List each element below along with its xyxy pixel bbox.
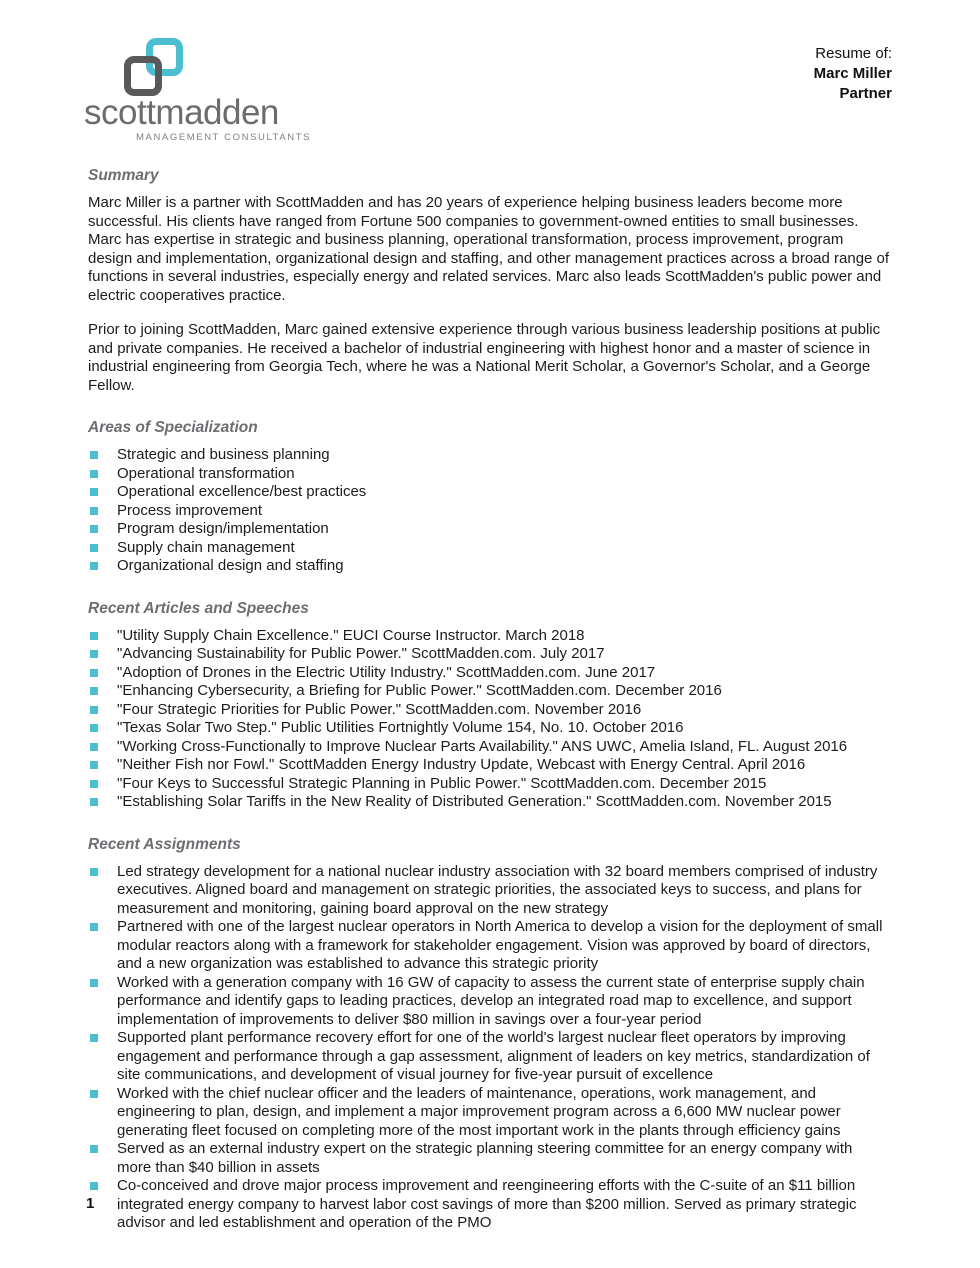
specialization-item [88,483,890,502]
specialization-heading: Areas of Specialization [88,419,258,436]
article-item [88,738,890,757]
specialization-list [88,446,890,576]
assignment-item-text: Worked with a generation company with 16 GW of capacity to assess the current state of enterprise supply chain performance and identify gaps to leading practices, develop an integrated road map to excellence, and support implementation of improvements to deliver $80 million in savings over a four-year period [117,973,865,1028]
assignment-item [88,1140,890,1177]
square-bullet-icon [90,562,98,570]
assignment-item-text: Supported plant performance recovery effort for one of the world's largest nuclear fleet operators by improving engagement and performance through a gap assessment, alignment of leaders on key metrics, standardization of site communications, and development of visual journey for five-year pursuit of excellence [117,1029,870,1083]
article-item-text: "Advancing Sustainability for Public Power." ScottMadden.com. July 2017 [117,645,605,662]
assignment-item [88,1085,890,1141]
article-item-text: "Adoption of Drones in the Electric Utility Industry." ScottMadden.com. June 2017 [117,663,656,681]
specialization-item-text: Program design/implementation [117,520,329,537]
person-title: Partner [839,85,892,102]
logo-mark-icon [124,38,186,96]
specialization-item-text: Strategic and business planning [117,446,330,463]
article-item [88,645,890,664]
logo-wordmark: scottmadden [84,93,279,132]
page-number: 1 [86,1195,95,1212]
article-item [88,793,890,812]
article-item [88,701,890,720]
square-bullet-icon [90,1182,98,1190]
summary-paragraph-2: Prior to joining ScottMadden, Marc gained extensive experience through various business leadership positions at public and private companies. He received a bachelor of industrial engineering with highest honor and a master of science in industrial engineering from Georgia Tech, where he was a National Merit Scholar, a Governor's Scholar, and a George Fellow. [88,321,881,394]
article-item [88,664,890,683]
article-item-text: "Four Keys to Successful Strategic Planning in Public Power." ScottMadden.com. December 2015 [117,774,767,792]
article-item [88,682,890,701]
assignment-item [88,1177,890,1233]
summary-paragraph-1: Marc Miller is a partner with ScottMadden and has 20 years of experience helping business leaders become more successful. His clients have ranged from Fortune 500 companies to government-owned entities to small businesses. Marc has expertise in strategic and business planning, operational transformation, process improvement, program design and implementation, organizational design and staffing, and other management practices across a broad range of functions in several industries, especially energy and related services. Marc also leads ScottMadden's public power and electric cooperatives practice. [88,194,890,304]
specialization-item [88,539,890,558]
square-bullet-icon [90,1145,98,1153]
square-bullet-icon [90,650,98,658]
articles-list [88,627,890,812]
article-item-text: "Establishing Solar Tariffs in the New Reality of Distributed Generation." ScottMadden.com. November 2015 [117,793,832,810]
square-bullet-icon [90,798,98,806]
summary-heading: Summary [88,167,159,184]
square-bullet-icon [90,669,98,677]
square-bullet-icon [90,525,98,533]
article-item-text: "Utility Supply Chain Excellence." EUCI Course Instructor. March 2018 [117,626,585,644]
square-bullet-icon [90,687,98,695]
logo-gray-square-icon [124,56,162,96]
header [0,0,980,143]
article-item-text: "Enhancing Cybersecurity, a Briefing for Public Power." ScottMadden.com. December 2016 [117,682,722,699]
assignments-heading: Recent Assignments [88,835,241,853]
assignment-item [88,974,890,1030]
specialization-item-text: Process improvement [117,501,263,519]
specialization-item [88,502,890,521]
square-bullet-icon [90,632,98,640]
person-name: Marc Miller [813,65,892,82]
assignment-item-text: Led strategy development for a national nuclear industry association with 32 board members comprised of industry executives. Aligned board and management on strategic priorities, the associated keys to success, and plans for measurement and monitoring, gaining board approval on the new strategy [117,862,878,917]
assignment-item-text: Co-conceived and drove major process improvement and reengineering efforts with the C-suite of an $11 billion integrated energy company to harvest labor cost savings of more than $200 million. Served as primary strategic advisor and led establishment and operation of the PMO [117,1177,857,1231]
assignment-item-text: Partnered with one of the largest nuclear operators in North America to develop a vision for the deployment of small modular reactors along with a framework for stakeholder engagement. Vision was approved by board of directors, and a new organization was established to advance this strategic priority [117,918,883,972]
article-item-text: "Working Cross-Functionally to Improve Nuclear Parts Availability." ANS UWC, Amelia Island, FL. August 2016 [117,737,848,755]
square-bullet-icon [90,979,98,987]
scottmadden-logo [84,38,312,143]
specialization-item [88,520,890,539]
specialization-item-text: Organizational design and staffing [117,557,344,574]
square-bullet-icon [90,780,98,788]
article-item-text: "Texas Solar Two Step." Public Utilities Fortnightly Volume 154, No. 10. October 2016 [117,719,684,736]
assignment-item [88,863,890,919]
resume-of-block [814,38,892,104]
assignments-list [88,863,890,1233]
specialization-item [88,446,890,465]
square-bullet-icon [90,761,98,769]
logo-tagline: MANAGEMENT CONSULTANTS [136,132,312,143]
specialization-item-text: Operational excellence/best practices [117,483,367,500]
specialization-item-text: Operational transformation [117,464,295,482]
article-item [88,627,890,646]
resume-body [0,167,980,1233]
square-bullet-icon [90,470,98,478]
article-item [88,719,890,738]
assignment-item-text: Worked with the chief nuclear officer and the leaders of maintenance, operations, work management, and engineering to plan, design, and implement a major improvement program across a 6,600 MW nuclear power generating fleet focused on completing more of the most important work in the plants through efficiency gains [117,1084,841,1139]
square-bullet-icon [90,923,98,931]
specialization-item [88,465,890,484]
square-bullet-icon [90,451,98,459]
specialization-item-text: Supply chain management [117,538,295,556]
square-bullet-icon [90,724,98,732]
square-bullet-icon [90,544,98,552]
specialization-item [88,557,890,576]
square-bullet-icon [90,868,98,876]
square-bullet-icon [90,488,98,496]
article-item-text: "Neither Fish nor Fowl." ScottMadden Energy Industry Update, Webcast with Energy Central. April 2016 [117,756,806,773]
article-item [88,775,890,794]
assignment-item [88,1029,890,1085]
resume-of-label: Resume of: [815,45,892,62]
square-bullet-icon [90,1090,98,1098]
articles-heading: Recent Articles and Speeches [88,599,309,617]
article-item [88,756,890,775]
assignment-item-text: Served as an external industry expert on the strategic planning steering committee for an energy company with more than $40 billion in assets [117,1140,853,1176]
square-bullet-icon [90,1034,98,1042]
square-bullet-icon [90,743,98,751]
assignment-item [88,918,890,974]
article-item-text: "Four Strategic Priorities for Public Power." ScottMadden.com. November 2016 [117,700,642,718]
square-bullet-icon [90,706,98,714]
square-bullet-icon [90,507,98,515]
